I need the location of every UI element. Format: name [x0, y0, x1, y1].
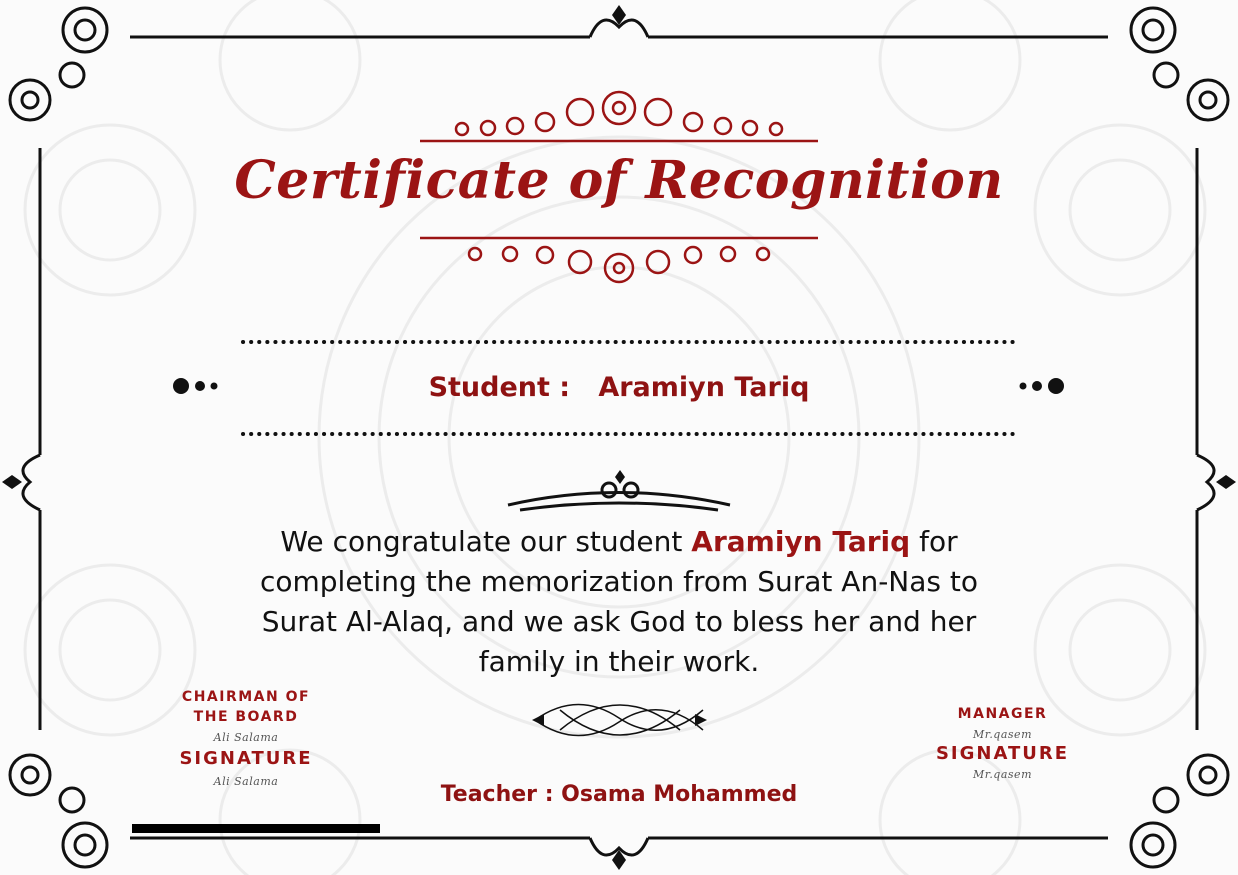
manager-role: MANAGER [957, 706, 1048, 722]
chairman-signature-block [140, 687, 352, 788]
body-text-end: for completing the memorization from Surat An-Nas to Surat Al-Alaq, and we ask God to bless her and her family in their work. [259, 525, 979, 678]
certificate-title: Certificate of Recognition [234, 150, 1004, 211]
student-line [0, 372, 1238, 403]
congratulation-text [219, 522, 1019, 682]
body-text-start: We congratulate our student [280, 525, 683, 558]
chairman-role-line1: CHAIRMAN OF [181, 689, 311, 705]
chairman-signature-script-bottom: Ali Salama [213, 775, 279, 788]
body-student-name: Aramiyn Tariq [691, 525, 911, 558]
manager-signature-label: SIGNATURE [935, 743, 1070, 764]
chairman-signature-label: SIGNATURE [179, 748, 313, 769]
manager-signature-script: Mr.qasem [973, 728, 1032, 741]
teacher-label: Teacher : [440, 782, 554, 807]
bottom-bar [132, 824, 380, 833]
chairman-signature-script: Ali Salama [213, 731, 279, 744]
student-label: Student : [428, 372, 571, 403]
teacher-name: Osama Mohammed [561, 782, 798, 807]
chairman-role-line2: THE BOARD [193, 709, 299, 725]
mid-flourish-icon [508, 483, 730, 510]
manager-signature-block [910, 704, 1095, 781]
student-name: Aramiyn Tariq [598, 372, 810, 403]
manager-signature-script-bottom: Mr.qasem [973, 768, 1032, 781]
teacher-line [0, 782, 1238, 807]
bottom-flourish-icon [535, 704, 703, 735]
